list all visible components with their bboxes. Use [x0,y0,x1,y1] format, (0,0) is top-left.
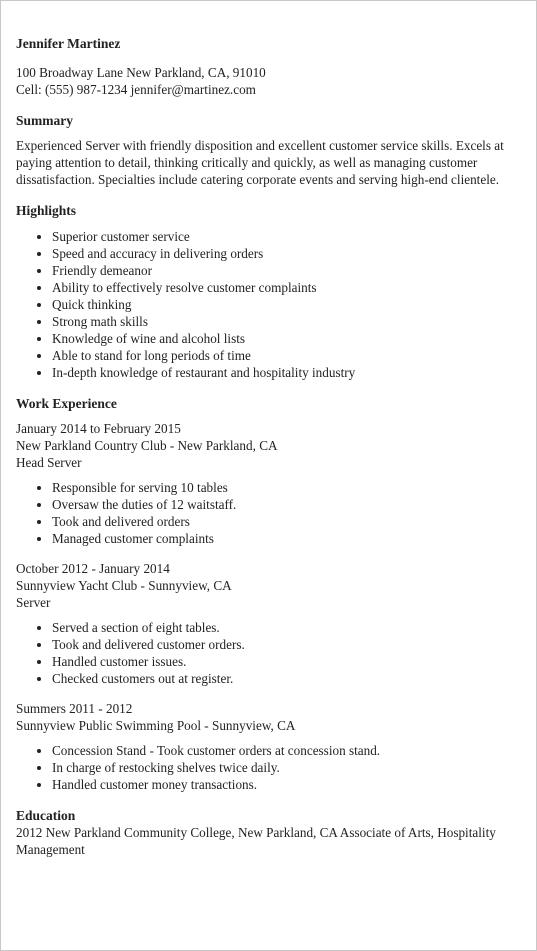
list-item: • Responsible for serving 10 tables [52,479,521,496]
job-employer: Sunnyview Public Swimming Pool - Sunnyview, CA [16,718,296,733]
job-entry [16,560,521,687]
job-entry [16,420,521,547]
list-item: • Checked customers out at register. [52,670,521,687]
contact-phone-email: Cell: (555) 987-1234 jennifer@martinez.com [16,82,256,97]
education-text: 2012 New Parkland Community College, New Parkland, CA Associate of Arts, Hospitality Management [16,825,496,857]
list-item: • Oversaw the duties of 12 waitstaff. [52,496,521,513]
job-duties-list [16,479,521,547]
summary-text: Experienced Server with friendly disposition and excellent customer service skills. Excels at paying attention to detail, thinking critically and quickly, as well as managing customer dissatisfaction. Specialties include catering corporate events and serving high-end clientele. [16,138,504,187]
list-item: • In-depth knowledge of restaurant and hospitality industry [52,364,521,381]
list-item: • Knowledge of wine and alcohol lists [52,330,521,347]
list-item: • Managed customer complaints [52,530,521,547]
contact-address: 100 Broadway Lane New Parkland, CA, 91010 [16,65,266,80]
education-heading: Education [16,808,76,823]
highlights-list [16,228,521,381]
resume-name: Jennifer Martinez [16,36,121,51]
list-item: • Superior customer service [52,228,521,245]
job-dates: Summers 2011 - 2012 [16,701,133,716]
list-item: • Took and delivered customer orders. [52,636,521,653]
contact-block [16,64,521,98]
list-item: • Handled customer issues. [52,653,521,670]
list-item: • Took and delivered orders [52,513,521,530]
work-experience-heading: Work Experience [16,396,117,411]
summary-heading: Summary [16,113,73,128]
job-entry [16,700,521,793]
list-item: • Concession Stand - Took customer orders at concession stand. [52,742,521,759]
job-role: Head Server [16,455,82,470]
list-item: • Quick thinking [52,296,521,313]
list-item: • Ability to effectively resolve customer complaints [52,279,521,296]
list-item: • Able to stand for long periods of time [52,347,521,364]
list-item: • Strong math skills [52,313,521,330]
job-dates: October 2012 - January 2014 [16,561,170,576]
job-role: Server [16,595,51,610]
list-item: • Speed and accuracy in delivering orders [52,245,521,262]
list-item: • Served a section of eight tables. [52,619,521,636]
job-employer: Sunnyview Yacht Club - Sunnyview, CA [16,578,232,593]
highlights-heading: Highlights [16,203,77,218]
list-item: • Friendly demeanor [52,262,521,279]
job-duties-list [16,742,521,793]
list-item: • Handled customer money transactions. [52,776,521,793]
job-employer: New Parkland Country Club - New Parkland, CA [16,438,278,453]
job-dates: January 2014 to February 2015 [16,421,181,436]
list-item: • In charge of restocking shelves twice daily. [52,759,521,776]
job-duties-list [16,619,521,687]
